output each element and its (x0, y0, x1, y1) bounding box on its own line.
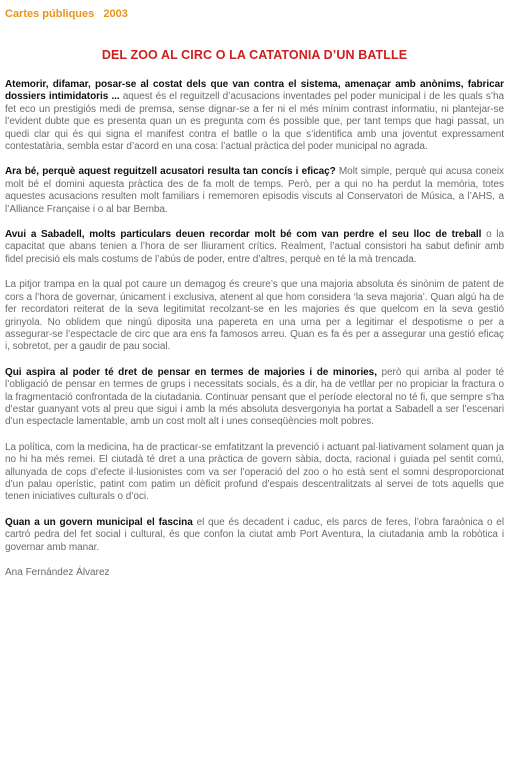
paragraph-1 (5, 79, 504, 153)
paragraph-lead: Quan a un govern municipal el fascina (5, 516, 193, 528)
paragraph-lead: Ara bé, perquè aquest reguitzell acusatori resulta tan concís i eficaç? (5, 166, 336, 178)
paragraph-5 (5, 367, 504, 429)
paragraph-text: o la capacitat que abans tenien a l’hora de ser lliurament crítics. Realment, l’actual consistori ha sabut definir amb fidel precisió els mals costums de l’abús de poder, entre d’altres, perquè en té la mà trencada. (5, 229, 504, 265)
paragraph-lead: Qui aspira al poder té dret de pensar en termes de majories i de minories, (5, 366, 377, 378)
paragraph-6 (5, 442, 504, 504)
paragraph-text: el que és decadent i caduc, els parcs de feres, l’obra faraònica o el cartró pedra del fet social i cultural, és que confon la ciutat amb Port Aventura, la ciutadania amb la robòtica i governar amb manar. (5, 516, 504, 553)
paragraph-lead: Atemorir, difamar, posar-se al costat dels que van contra el sistema, amenaçar amb anònims, fabricar dossiers intimidatoris ... (5, 79, 504, 103)
paragraph-text: però qui arriba al poder té l’obligació de pensar en termes de grups i necessitats socials, és a dir, ha de vetllar per no propiciar la fractura o la fragmentació confrontada de la ciutadania. Continuar pensant que el període electoral no té fi, que sempre s’ha d’estar guanyant vots al preu que sigui i amb la més absoluta desvergonyia ha portat a Sabadell a ser l’escenari d’un espectacle lamentable, amb un cost molt alt i unes conseqüències molt pobres. (5, 366, 504, 428)
paragraph-3 (5, 229, 504, 266)
article-title: DEL ZOO AL CIRC O LA CATATONIA D’UN BATLLE (101, 48, 408, 62)
paragraph-7 (5, 517, 504, 554)
paragraph-lead: Avui a Sabadell, molts particulars deuen recordar molt bé com van perdre el seu lloc de treball (5, 229, 482, 241)
paragraph-text: Molt simple, perquè qui acusa coneix molt bé el domini aquesta pràctica des de fa molt de temps. Però, per a qui no ha perdut la memòria, totes aquestes acusacions resulten molt familiars i rememoren episodis viscuts al Conservatori de Música, a l’AHS, a l’Alliance Française i o al bar Bemba. (5, 166, 504, 215)
section-header: Cartes públiques 2003 (5, 8, 128, 20)
paragraph-text: aquest és el reguitzell d’acusacions inventades pel poder municipal i de les quals s’ha fet eco un prestigiós medi de premsa, sense dignar-se a fer ni el més mínim contrast informatiu, ni plantejar-se l’evident dubte que es presenta quan un es pregunta com és possible que, per tant temps que hagi passat, un quedi clar qui és qui signa el manifest contra el batlle o la que s’identifica amb una joventut expressament contestatària, sembla estar d’acord en una cosa: l’actual pràctica del poder municipal no agrada. (5, 91, 504, 153)
paragraph-2 (5, 166, 504, 216)
paragraph-text: La pitjor trampa en la qual pot caure un demagog és creure’s que una majoria absoluta és sinònim de patent de cors a l’hora de governar, únicament i exclusiva, atenent al que hom considera ‘la seva majoria’. Quan algú ha de fer recordatori reiterat de la seva legitimitat recolzant-se en les majories és que quelcom en la seva gestió grinyola. No oblidem que ningú diposita una papereta en una urna per a legitimar el despotisme o per a assegurar-se l’espectacle de circ que ara ens fa famosos arreu. Quan es fa és per a assegurar una gestió eficaç i, sobretot, per a gaudir de pau social. (5, 279, 504, 353)
author-signature: Ana Fernández Álvarez (5, 567, 110, 578)
paragraph-text: La política, com la medicina, ha de practicar-se emfatitzant la prevenció i actuant pal·liativament solament quan ja no hi ha més remei. El ciutadà té dret a una pràctica de govern sàbia, docta, racional i guiada pel sentit comú, allunyada de cops d’efecte il·lusionistes com va ser l’operació del zoo o ho està sent el somni desproporcionat d’un palau operístic, patint com patim un dèficit profund d’espais descentralitzats al servei de tots aquells que tenen iniciatives culturals o d’oci. (5, 441, 504, 503)
paragraph-4 (5, 279, 504, 353)
